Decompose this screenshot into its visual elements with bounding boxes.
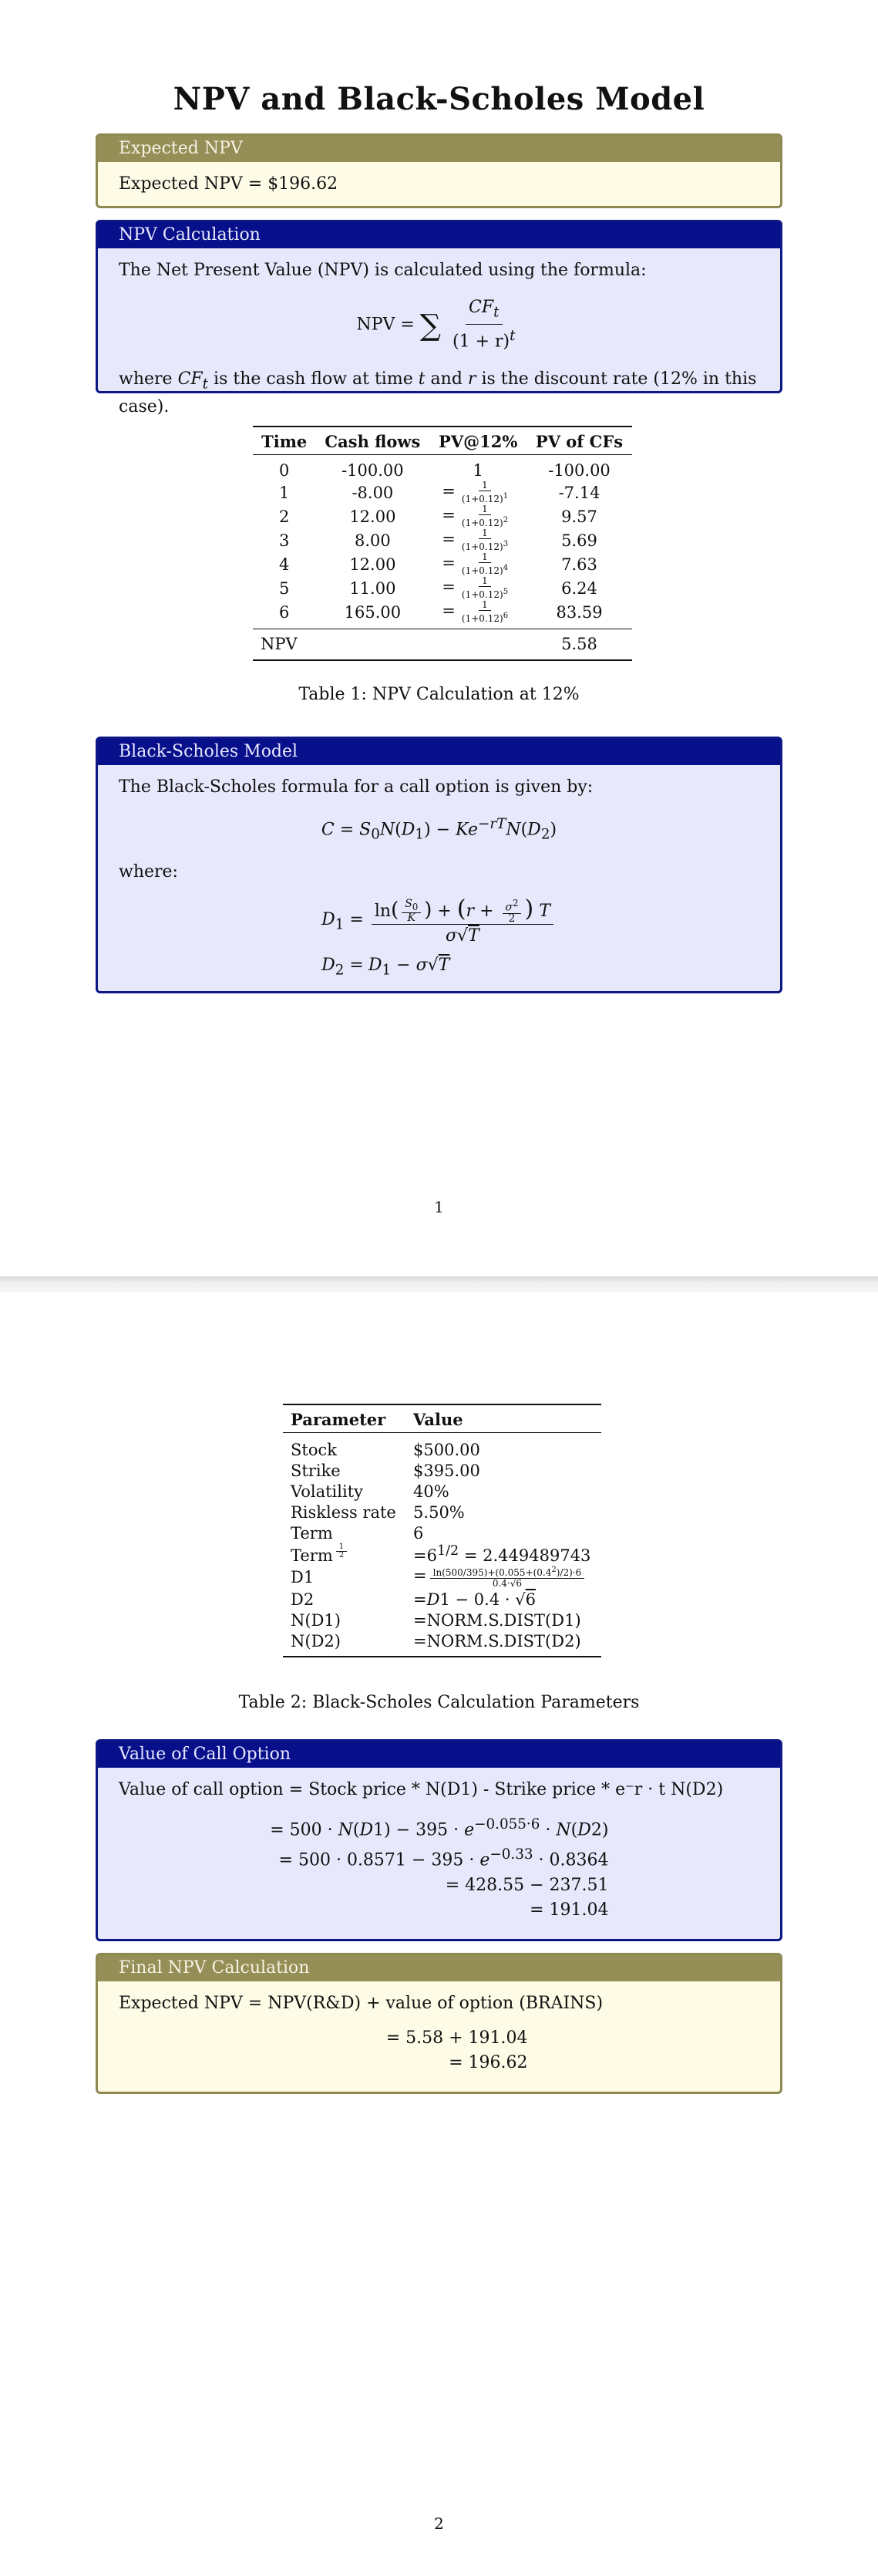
table-row: 5 11.00 = $\frac{1}{(1+0.12)^5}$ 6.24 xyxy=(279,575,597,600)
npv-formula: NPV = ∑ $\frac{CF_t}{(1 + r)^t}$ xyxy=(356,298,516,352)
page-separator xyxy=(0,1276,878,1292)
call-option-formula: $C = S_0N(D_1) - Ke^{-rT}N(D_2)$ xyxy=(321,816,557,843)
pv-factor-cell: = $\frac{1}{(1+0.12)^5}$ xyxy=(442,575,509,600)
derivation-line: = $500 \cdot 0.8571 - 395 \cdot e^{-0.33} \cdot 0.8364$ xyxy=(278,1846,609,1870)
table-row: 3 8.00 = $\frac{1}{(1+0.12)^3}$ 5.69 xyxy=(279,528,597,552)
bs-col-header: Value xyxy=(413,1410,463,1429)
expected-npv-box xyxy=(96,133,782,208)
term-sqrt-value: $=6^{1/2} = 2.449489743$ xyxy=(413,1543,591,1565)
page-number-2: 2 xyxy=(434,2514,444,2533)
table-row: N(D1) =NORM.S.DIST(D1) xyxy=(291,1610,581,1630)
derivation-line: = 428.55 − 237.51 xyxy=(445,1875,609,1895)
table-row: D2 =D1 − 0.4 · √6 xyxy=(283,1589,601,1610)
table-row: 4 12.00 = $\frac{1}{(1+0.12)^4}$ 7.63 xyxy=(279,551,597,576)
bs-parameter-table xyxy=(283,1404,601,1657)
expected-npv-text: Expected NPV = $196.62 xyxy=(119,174,338,194)
npv-calculation-where: where $CF_t$ is the cash flow at time t and r is the discount rate (12% in this case). xyxy=(119,369,757,417)
d1-d2-formulas: $D_1$ = ln( $\frac{S_0}{K}$ ) + (r + $\frac{\sigma^2}{2}$ ) T σ√T $D_2$ = $D_1 - \sigma√T$ xyxy=(119,898,759,983)
table-row: Term 6 xyxy=(291,1523,424,1543)
pv-factor-cell: = $\frac{1}{(1+0.12)^1}$ xyxy=(442,480,509,504)
final-npv-intro: Expected NPV = NPV(R&D) + value of option (BRAINS) xyxy=(119,1994,604,2013)
table-row: Strike $395.00 xyxy=(291,1461,480,1480)
black-scholes-intro: The Black-Scholes formula for a call option is given by: xyxy=(119,777,594,797)
bs-table-wrapper xyxy=(283,1404,601,1657)
page-number-1: 1 xyxy=(434,1198,444,1216)
call-option-header: Value of Call Option xyxy=(98,1741,780,1768)
npv-calculation-header: NPV Calculation xyxy=(98,222,780,248)
table-row: N(D2) =NORM.S.DIST(D2) xyxy=(291,1631,581,1650)
table-row: Stock $500.00 xyxy=(291,1440,480,1459)
npv-col-header: PV@12% xyxy=(439,432,518,451)
pv-factor-cell: = $\frac{1}{(1+0.12)^3}$ xyxy=(442,528,509,552)
final-npv-header: Final NPV Calculation xyxy=(98,1955,780,1981)
npv-col-header: Time xyxy=(261,432,308,451)
npv-table-wrapper xyxy=(253,426,632,661)
table-row: 6 165.00 = $\frac{1}{(1+0.12)^6}$ 83.59 xyxy=(253,600,632,629)
pv-factor-cell: = $\frac{1}{(1+0.12)^4}$ xyxy=(442,551,509,576)
table-row: 0 -100.00 1 -100.00 xyxy=(279,460,611,480)
derivation-line: = 5.58 + 191.04 xyxy=(385,2028,528,2048)
npv-table xyxy=(253,426,632,661)
expected-npv-header: Expected NPV xyxy=(98,136,780,162)
npv-col-header: Cash flows xyxy=(325,432,421,451)
table-row: Riskless rate 5.50% xyxy=(291,1502,465,1522)
table-row: Volatility 40% xyxy=(291,1482,449,1501)
d1-value: = $\frac{\ln(500/395)+(0.055+(0.4^2)/2)\cdot 6}{0.4\cdot√6}$ xyxy=(405,1565,601,1589)
npv-col-header: PV of CFs xyxy=(535,432,624,451)
table-row-total: NPV 5.58 xyxy=(261,635,597,654)
bs-col-header: Parameter xyxy=(291,1410,386,1429)
npv-calculation-intro: The Net Present Value (NPV) is calculated using the formula: xyxy=(119,261,647,280)
page-1 xyxy=(0,0,878,1276)
black-scholes-header: Black-Scholes Model xyxy=(98,739,780,765)
table-2-caption: Table 2: Black-Scholes Calculation Parameters xyxy=(238,1693,640,1712)
table-1-caption: Table 1: NPV Calculation at 12% xyxy=(298,685,580,704)
table-row: 1 -8.00 = $\frac{1}{(1+0.12)^1}$ -7.14 xyxy=(279,480,600,504)
call-option-derivation xyxy=(270,1812,609,1923)
table-row xyxy=(283,1543,601,1565)
call-option-intro: Value of call option = Stock price * N(D1) - Strike price * e⁻r · t N(D2) xyxy=(119,1780,724,1799)
page-2 xyxy=(0,1292,878,2576)
final-npv-box xyxy=(96,1953,782,2094)
npv-calculation-box xyxy=(96,220,782,417)
pv-factor-cell: = $\frac{1}{(1+0.12)^2}$ xyxy=(442,504,509,528)
table-row: 2 12.00 = $\frac{1}{(1+0.12)^2}$ 9.57 xyxy=(279,504,597,528)
derivation-line: = 196.62 xyxy=(449,2053,528,2072)
table-row: D1 = $\frac{\ln(500/395)+(0.055+(0.4^2)/2)\cdot 6}{0.4\cdot√6}$ xyxy=(283,1565,601,1589)
document-title: NPV and Black-Scholes Model xyxy=(173,81,705,117)
pv-factor-cell: = $\frac{1}{(1+0.12)^6}$ xyxy=(442,599,509,624)
derivation-line: = $500 \cdot N(D1) - 395 \cdot e^{-0.055\cdot 6} \cdot N(D2)$ xyxy=(270,1816,609,1840)
term-sqrt-label: Term $^{\frac{1}{2}}$ xyxy=(283,1543,405,1565)
black-scholes-where: where: xyxy=(119,861,178,882)
black-scholes-box xyxy=(96,737,782,993)
call-option-box xyxy=(96,1739,782,1941)
final-npv-derivation xyxy=(351,2026,528,2075)
derivation-line: = 191.04 xyxy=(530,1900,609,1920)
d2-value: =D1 − 0.4 · √6 xyxy=(413,1590,536,1609)
